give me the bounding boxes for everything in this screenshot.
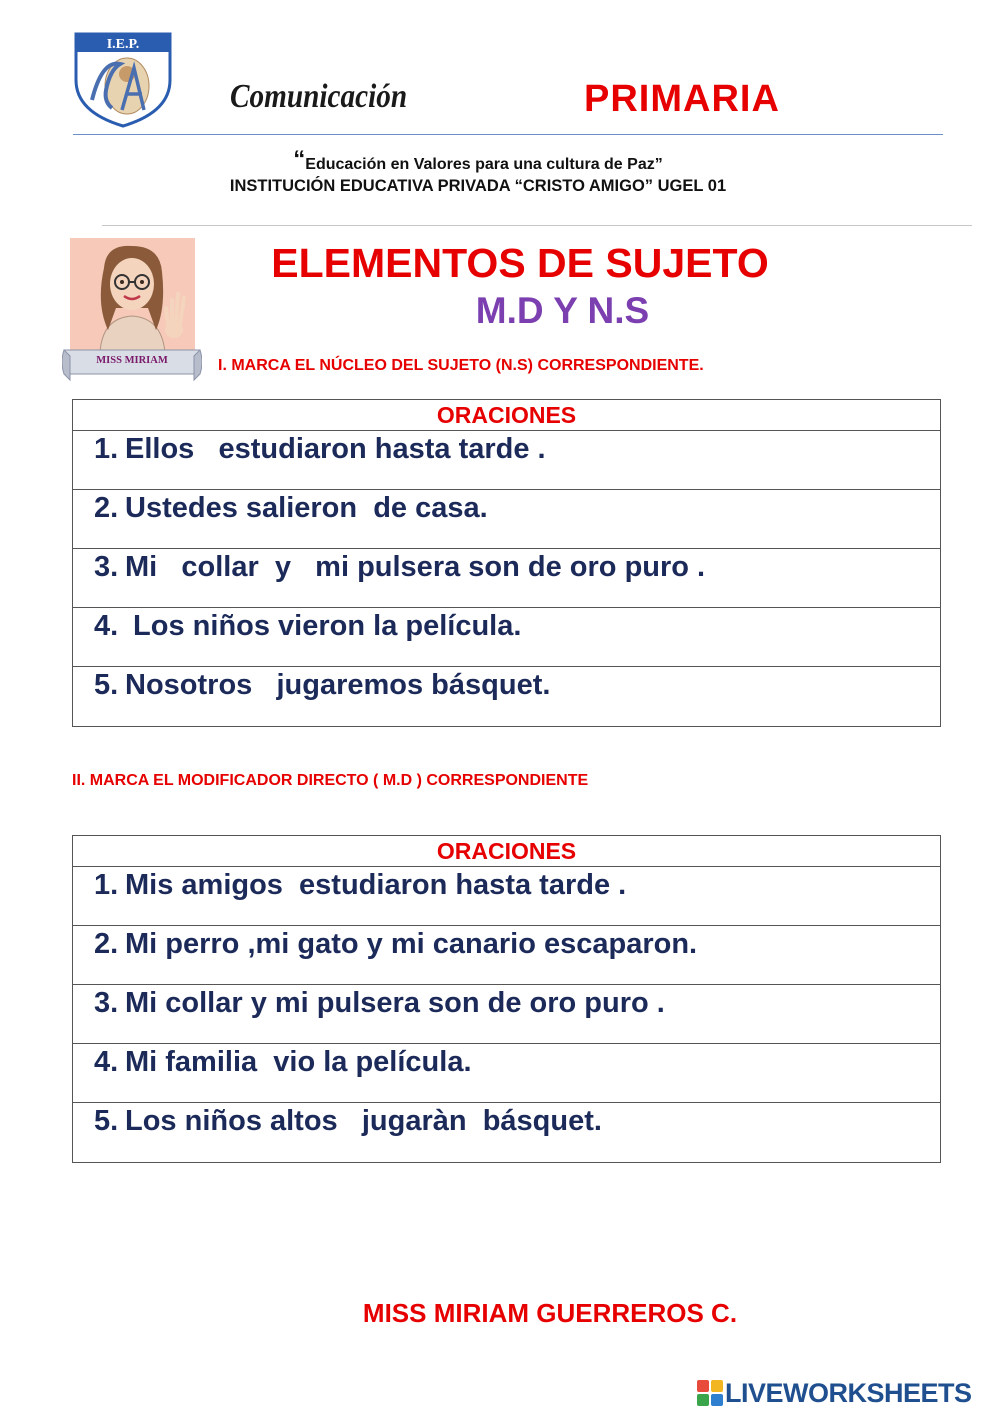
- sentence-number: 5.: [94, 669, 119, 701]
- section2-instruction: II. MARCA EL MODIFICADOR DIRECTO ( M.D ) CORRESPONDIENTE: [72, 772, 589, 789]
- sentence-text[interactable]: Los niños altos jugaràn básquet.: [125, 1105, 602, 1137]
- sentence-number: 4.: [94, 1046, 119, 1078]
- subject-name: Comunicación: [230, 78, 408, 115]
- header-divider: [73, 134, 943, 135]
- sentence-number: 4.: [94, 610, 119, 642]
- school-name: INSTITUCIÓN EDUCATIVA PRIVADA “CRISTO AMIGO” UGEL 01: [229, 177, 727, 195]
- sentence-number: 2.: [94, 492, 119, 524]
- liveworksheets-icon: [697, 1380, 723, 1406]
- sentence-row[interactable]: [73, 549, 940, 608]
- section1-table: [72, 399, 941, 727]
- sentence-row[interactable]: [73, 490, 940, 549]
- liveworksheets-brand[interactable]: [697, 1378, 972, 1408]
- sentence-text[interactable]: Ustedes salieron de casa.: [125, 492, 488, 524]
- sentence-text[interactable]: Mi familia vio la película.: [125, 1046, 472, 1078]
- sentence-number: 1.: [94, 433, 119, 465]
- svg-text:I.E.P.: I.E.P.: [106, 37, 140, 52]
- section2-table-header: ORACIONES: [73, 836, 940, 867]
- motto-open-quote: “: [293, 146, 306, 173]
- sentence-text[interactable]: Los niños vieron la película.: [125, 610, 522, 642]
- motto-text: Educación en Valores para una cultura de Paz”: [305, 156, 663, 173]
- sentence-row[interactable]: [73, 667, 940, 726]
- section1-table-header: ORACIONES: [73, 400, 940, 431]
- sentence-text[interactable]: Mi collar y mi pulsera son de oro puro .: [125, 987, 665, 1019]
- author-name: MISS MIRIAM GUERREROS C.: [362, 1298, 738, 1328]
- sentence-row[interactable]: [73, 926, 940, 985]
- sentence-number: 3.: [94, 551, 119, 583]
- sentence-row[interactable]: [73, 1044, 940, 1103]
- sentence-row[interactable]: [73, 608, 940, 667]
- sentence-number: 2.: [94, 928, 119, 960]
- sentence-text[interactable]: Ellos estudiaron hasta tarde .: [125, 433, 546, 465]
- sentence-text[interactable]: Nosotros jugaremos básquet.: [125, 669, 551, 701]
- sentence-row[interactable]: [73, 431, 940, 490]
- sentence-number: 5.: [94, 1105, 119, 1137]
- liveworksheets-wordmark: LIVEWORKSHEETS: [725, 1377, 972, 1408]
- school-crest-logo: [72, 30, 174, 128]
- teacher-badge-label: MISS MIRIAM: [96, 355, 168, 366]
- sentence-row[interactable]: [73, 1103, 940, 1162]
- sentence-number: 1.: [94, 869, 119, 901]
- worksheet-title: ELEMENTOS DE SUJETO: [271, 240, 769, 286]
- school-level: PRIMARIA: [584, 78, 780, 120]
- sentence-text[interactable]: Mi collar y mi pulsera son de oro puro .: [125, 551, 706, 583]
- section2-table: [72, 835, 941, 1163]
- school-motto: [0, 146, 956, 174]
- worksheet-subtitle: M.D Y N.S: [475, 290, 650, 331]
- sentence-text[interactable]: Mi perro ,mi gato y mi canario escaparon.: [125, 928, 698, 960]
- sentence-row[interactable]: [73, 867, 940, 926]
- header-divider-secondary: [102, 225, 972, 226]
- sentence-number: 3.: [94, 987, 119, 1019]
- sentence-row[interactable]: [73, 985, 940, 1044]
- section1-instruction: I. MARCA EL NÚCLEO DEL SUJETO (N.S) CORRESPONDIENTE.: [218, 357, 704, 374]
- sentence-text[interactable]: Mis amigos estudiaron hasta tarde .: [125, 869, 627, 901]
